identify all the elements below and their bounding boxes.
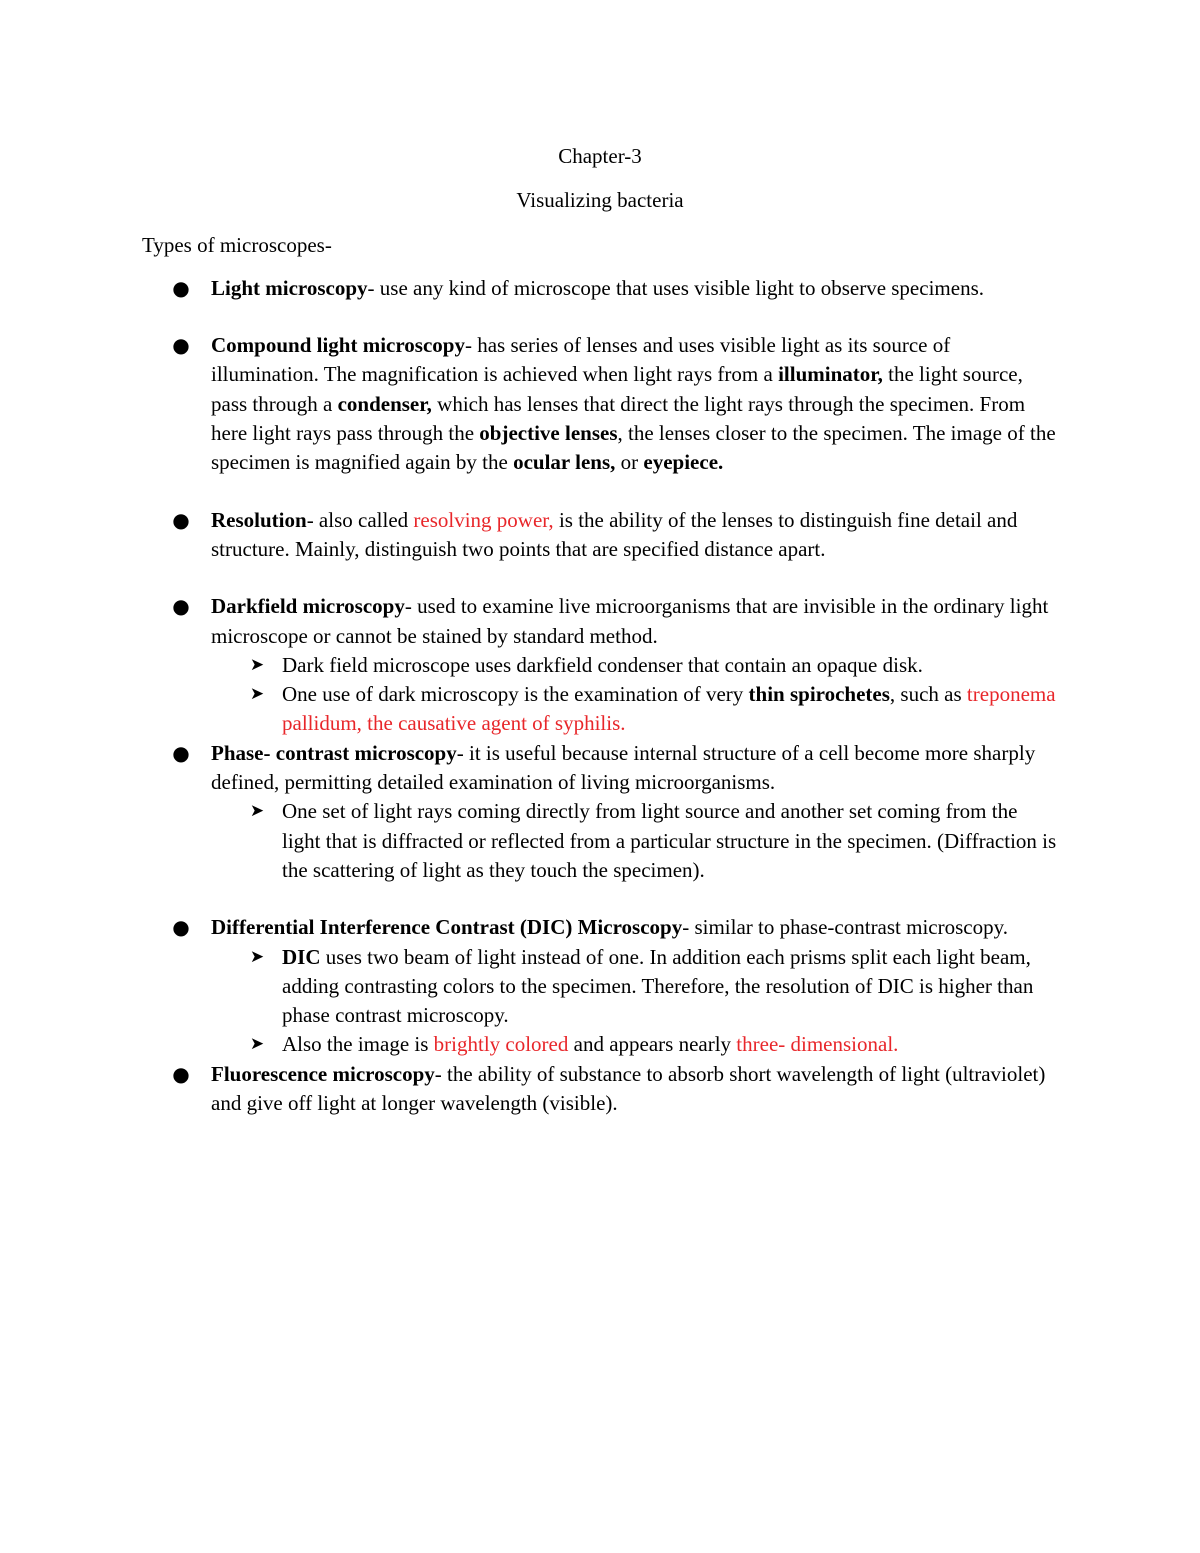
keyword-objective-lenses: objective lenses [479, 421, 618, 446]
bullet-icon: ● [172, 740, 190, 765]
item-text: - use any kind of microscope that uses visible light to observe specimens. [367, 275, 984, 300]
item-text: is the ability of the lenses to distinguish fine detail and structure. Mainly, distinguish two points that are specified distance apart. [211, 507, 1018, 561]
sub-list-item [210, 1030, 1060, 1059]
list-item-fluorescence-microscopy [140, 1060, 1060, 1119]
arrow-bullet-icon: ➤ [249, 946, 265, 967]
highlight-treponema: treponema pallidum, the causative agent of syphilis. [282, 682, 1056, 736]
bullet-icon: ● [172, 1061, 190, 1086]
bullet-icon: ● [172, 507, 190, 532]
keyword-illuminator: illuminator, [778, 362, 883, 387]
sub-item-text: and appears nearly [568, 1032, 737, 1057]
sub-item-text: One set of light rays coming directly from light source and another set coming from the light that is diffracted or reflected from a particular structure in the specimen. (Diffraction is the scattering of light as they touch the specimen). [282, 799, 1057, 882]
term-phase-contrast-microscopy: Phase- contrast microscopy [211, 740, 457, 765]
sub-list [211, 651, 1060, 739]
chapter-heading: Chapter-3 [558, 144, 642, 168]
arrow-bullet-icon: ➤ [249, 801, 265, 822]
bullet-icon: ● [172, 333, 190, 358]
item-text: , the lenses closer to the specimen. The image of the specimen is magnified again by the [211, 421, 1056, 475]
bullet-icon: ● [172, 275, 190, 300]
item-text: - has series of lenses and uses visible light as its source of illumination. The magnification is achieved when light rays from a [211, 333, 951, 387]
keyword-dic: DIC [282, 944, 321, 969]
term-fluorescence-microscopy: Fluorescence microscopy [211, 1061, 435, 1086]
page-title: Visualizing bacteria [516, 188, 684, 213]
keyword-eyepiece: eyepiece. [643, 450, 724, 475]
term-dic-microscopy: Differential Interference Contrast (DIC) Microscopy [211, 915, 683, 940]
sub-item-text: Dark field microscope uses darkfield condenser that contain an opaque disk. [282, 652, 923, 677]
item-text: the light source, pass through a [211, 362, 1023, 416]
term-darkfield-microscopy: Darkfield microscopy [211, 594, 405, 619]
list-item-light-microscopy [140, 274, 1060, 303]
sub-list-item [210, 651, 1060, 680]
item-text: - similar to phase-contrast microscopy. [682, 915, 1009, 940]
list-item-resolution [140, 506, 1060, 565]
keyword-thin-spirochetes: thin spirochetes [748, 682, 890, 707]
item-text: which has lenses that direct the light rays through the specimen. From here light rays pass through the [211, 391, 1026, 446]
list-item-dic-microscopy [140, 913, 1060, 1059]
sub-list [211, 943, 1060, 1060]
sub-item-text: uses two beam of light instead of one. In addition each prisms split each light beam, adding contrasting colors to the specimen. Therefore, the resolution of DIC is higher than phase contrast microscopy. [282, 944, 1034, 1028]
sub-item-text: One use of dark microscopy is the examination of very [282, 682, 749, 707]
arrow-bullet-icon: ➤ [249, 684, 265, 705]
sub-list-item [210, 680, 1060, 739]
list-item-darkfield-microscopy [140, 592, 1060, 738]
highlight-brightly-colored: brightly colored [433, 1032, 569, 1057]
term-resolution: Resolution [211, 507, 307, 532]
highlight-three-dimensional: three- dimensional. [736, 1032, 899, 1057]
bullet-icon: ● [172, 594, 190, 619]
list-item-compound-light-microscopy [140, 331, 1060, 477]
highlight-resolving-power: resolving power, [413, 507, 554, 532]
section-heading: Types of microscopes- [142, 232, 332, 257]
arrow-bullet-icon: ➤ [249, 654, 265, 675]
keyword-condenser: condenser, [337, 391, 432, 416]
item-text: - used to examine live microorganisms that are invisible in the ordinary light microscope or cannot be stained by standard method. [211, 594, 1049, 648]
item-text: - also called [306, 507, 414, 532]
item-text: - the ability of substance to absorb short wavelength of light (ultraviolet) and give off light at longer wavelength (visible). [211, 1061, 1046, 1116]
sub-list-item [210, 943, 1060, 1031]
item-text: or [615, 450, 644, 475]
sub-item-text: Also the image is [282, 1032, 434, 1057]
term-compound-light-microscopy: Compound light microscopy [211, 333, 465, 358]
list-item-phase-contrast-microscopy [140, 739, 1060, 885]
sub-list [211, 797, 1060, 885]
term-light-microscopy: Light microscopy [211, 275, 368, 300]
arrow-bullet-icon: ➤ [249, 1034, 265, 1055]
microscope-list [140, 274, 1060, 1118]
sub-list-item [210, 797, 1060, 885]
item-text: - it is useful because internal structure of a cell become more sharply defined, permitting detailed examination of living microorganisms. [211, 740, 1036, 795]
keyword-ocular-lens: ocular lens, [513, 450, 616, 475]
sub-item-text: , such as [889, 682, 967, 707]
bullet-icon: ● [172, 915, 190, 940]
